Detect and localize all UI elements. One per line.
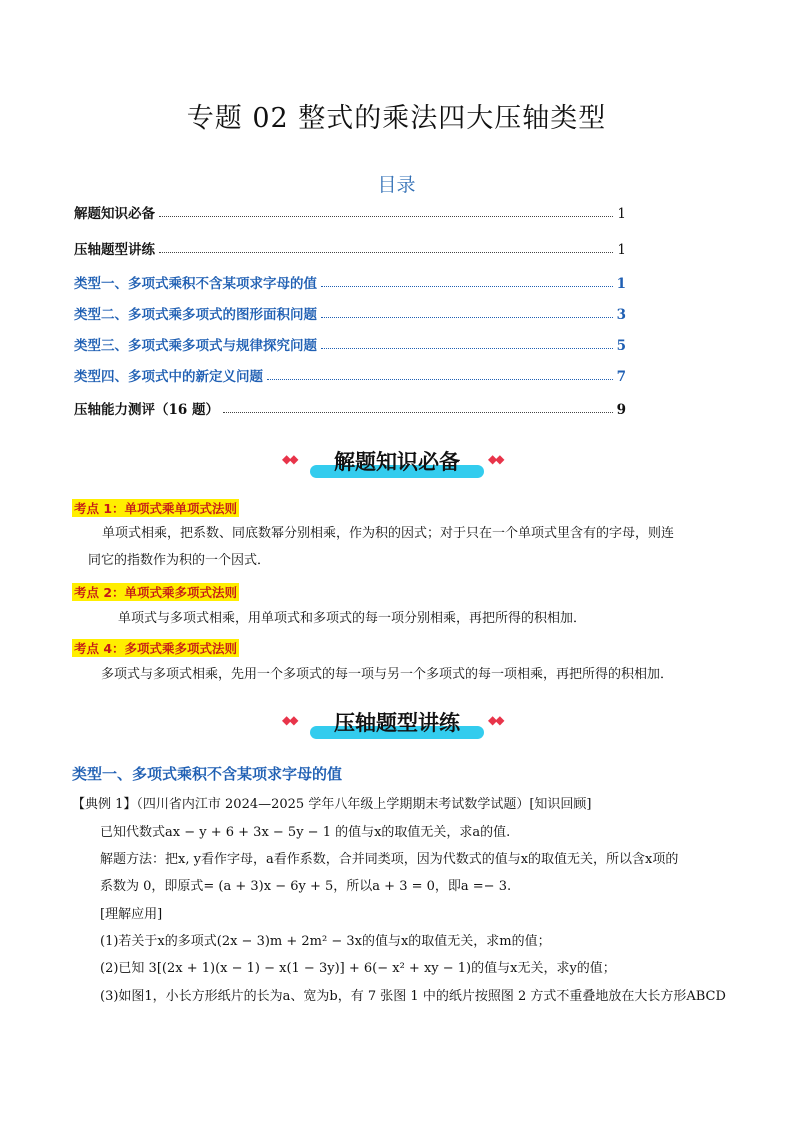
- toc-row[interactable]: [74, 396, 626, 418]
- toc-row[interactable]: [74, 270, 626, 292]
- diamond-icon: ◆◆: [282, 713, 297, 727]
- toc-row[interactable]: [74, 332, 626, 354]
- example-line: [理解应用]: [100, 907, 163, 922]
- toc-label: 类型二、多项式乘多项式的图形面积问题: [74, 307, 317, 323]
- toc-dots: [321, 347, 613, 349]
- example-heading: 【典例 1】（四川省内江市 2024—2025 学年八年级上学期期末考试数学试题）[知识回顾]: [72, 797, 592, 812]
- toc-label: 解题知识必备: [74, 206, 155, 222]
- toc-label: 类型三、多项式乘多项式与规律探究问题: [74, 338, 317, 354]
- section-banner-knowledge: [0, 444, 793, 484]
- toc-dots: [159, 215, 613, 217]
- banner-title: 解题知识必备: [334, 450, 460, 474]
- knowledge-point-text: 同它的指数作为积的一个因式．: [88, 553, 271, 568]
- knowledge-point-text: 单项式相乘，把系数、同底数幂分别相乘，作为积的因式；对于只在一个单项式里含有的字母，则连: [102, 526, 675, 541]
- type-heading: 类型一、多项式乘积不含某项求字母的值: [72, 765, 343, 783]
- toc-dots: [223, 411, 613, 413]
- toc-row[interactable]: [74, 200, 626, 222]
- toc-dots: [321, 316, 613, 318]
- toc-page: 1: [617, 206, 626, 222]
- example-line: 已知代数式ax − y + 6 + 3x − 5y − 1 的值与x的取值无关，求a的值.: [100, 825, 511, 840]
- example-line: (1)若关于x的多项式(2x − 3)m + 2m² − 3x的值与x的取值无关，求m的值；: [100, 934, 551, 949]
- toc-page: 5: [616, 338, 626, 354]
- toc-dots: [159, 251, 613, 253]
- knowledge-point-label: 考点 4：多项式乘多项式法则: [74, 641, 238, 656]
- diamond-icon: ◆◆: [488, 452, 503, 466]
- toc-row[interactable]: [74, 363, 626, 385]
- toc-label: 类型四、多项式中的新定义问题: [74, 369, 263, 385]
- example-line: (3)如图1，小长方形纸片的长为a、宽为b，有 7 张图 1 中的纸片按照图 2 方式不重叠地放在大长方形ABCD: [100, 989, 726, 1004]
- knowledge-point-label: 考点 2：单项式乘多项式法则: [74, 585, 238, 600]
- example-line: 解题方法：把x, y看作字母，a看作系数，合并同类项，因为代数式的值与x的取值无关，所以含x项的: [100, 852, 679, 867]
- example-line: (2)已知 3[(2x + 1)(x − 1) − x(1 − 3y)] + 6(− x² + xy − 1)的值与x无关，求y的值；: [100, 961, 616, 976]
- toc-page: 7: [616, 369, 626, 385]
- toc-title: 目录: [377, 174, 416, 196]
- toc-dots: [321, 285, 613, 287]
- page-title: 专题 02 整式的乘法四大压轴类型: [186, 103, 607, 134]
- toc-dots: [267, 378, 613, 380]
- banner-title: 压轴题型讲练: [334, 711, 460, 735]
- toc-label: 压轴能力测评（16 题）: [74, 402, 219, 418]
- knowledge-point-text: 多项式与多项式相乘，先用一个多项式的每一项与另一个多项式的每一项相乘，再把所得的积相加．: [101, 667, 674, 682]
- section-banner-practice: [0, 705, 793, 745]
- toc-page: 9: [616, 402, 626, 418]
- toc-label: 类型一、多项式乘积不含某项求字母的值: [74, 276, 317, 292]
- knowledge-point-label: 考点 1：单项式乘单项式法则: [74, 501, 238, 516]
- toc-row[interactable]: [74, 236, 626, 258]
- diamond-icon: ◆◆: [488, 713, 503, 727]
- example-line: 系数为 0，即原式= (a + 3)x − 6y + 5，所以a + 3 = 0，即a =− 3.: [100, 879, 512, 894]
- knowledge-point-text: 单项式与多项式相乘，用单项式和多项式的每一项分别相乘，再把所得的积相加．: [118, 611, 587, 626]
- toc-page: 1: [617, 242, 626, 258]
- diamond-icon: ◆◆: [282, 452, 297, 466]
- toc-row[interactable]: [74, 301, 626, 323]
- toc-page: 3: [616, 307, 626, 323]
- toc-page: 1: [616, 276, 626, 292]
- toc-label: 压轴题型讲练: [74, 242, 155, 258]
